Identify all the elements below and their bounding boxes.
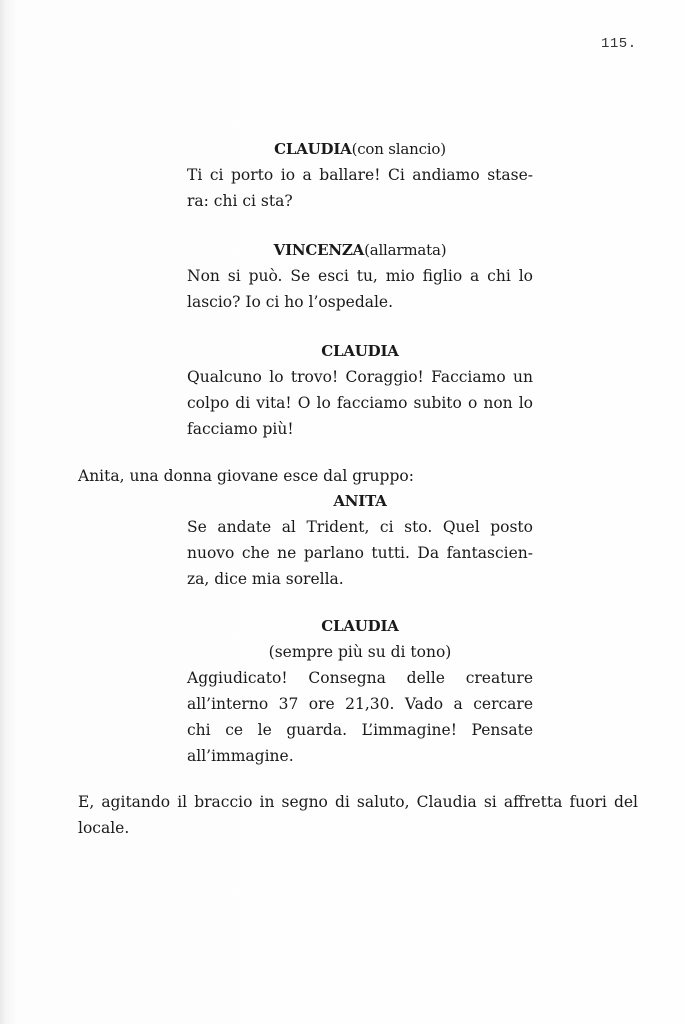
dialogue-block-claudia-3 xyxy=(187,613,533,769)
dialogue-block-vincenza xyxy=(187,237,533,315)
speaker-heading xyxy=(187,136,533,162)
speaker-name: VINCENZA xyxy=(273,241,365,259)
speaker-name: ANITA xyxy=(333,492,387,510)
stage-direction-2 xyxy=(78,789,638,841)
dialogue-block-anita xyxy=(187,488,533,592)
speaker-name: CLAUDIA xyxy=(274,140,352,158)
dialogue-line: za, dice mia sorella. xyxy=(187,570,344,588)
speaker-name: CLAUDIA xyxy=(321,617,399,635)
dialogue-line: all’immagine. xyxy=(187,747,294,765)
dialogue-line: Ti ci porto io a ballare! Ci andiamo stase- xyxy=(187,166,533,184)
dialogue-line: ra: chi ci sta? xyxy=(187,192,293,210)
dialogue-block-claudia-1 xyxy=(187,136,533,214)
stage-direction-1 xyxy=(78,463,638,489)
stage-direction-line: Anita, una donna giovane esce dal gruppo: xyxy=(78,467,414,485)
dialogue-block-claudia-2 xyxy=(187,338,533,442)
dialogue-line: colpo di vita! O lo facciamo subito o non lo xyxy=(187,394,533,412)
parenthetical: (sempre più su di tono) xyxy=(268,643,452,661)
dialogue-line: chi ce le guarda. L’immagine! Pensate xyxy=(187,721,533,739)
speaker-heading xyxy=(187,338,533,364)
dialogue-line: all’interno 37 ore 21,30. Vado a cercare xyxy=(187,695,533,713)
speaker-heading xyxy=(187,237,533,263)
dialogue-line: Non si può. Se esci tu, mio figlio a chi lo xyxy=(187,267,533,285)
parenthetical: (allarmata) xyxy=(364,241,447,259)
speaker-heading xyxy=(187,488,533,514)
dialogue-line: nuovo che ne parlano tutti. Da fantascien- xyxy=(187,544,533,562)
parenthetical: (con slancio) xyxy=(351,140,446,158)
dialogue-line: Se andate al Trident, ci sto. Quel posto xyxy=(187,518,533,536)
stage-direction-line: E, agitando il braccio in segno di saluto, Claudia si affretta fuori del xyxy=(78,793,638,811)
page-number: 115. xyxy=(601,36,637,52)
speaker-name: CLAUDIA xyxy=(321,342,399,360)
dialogue-line: lascio? Io ci ho l’ospedale. xyxy=(187,293,394,311)
stage-direction-line: locale. xyxy=(78,819,130,837)
dialogue-line: Aggiudicato! Consegna delle creature xyxy=(187,669,533,687)
speaker-heading xyxy=(187,613,533,639)
dialogue-line: facciamo più! xyxy=(187,420,294,438)
dialogue-line: Qualcuno lo trovo! Coraggio! Facciamo un xyxy=(187,368,533,386)
